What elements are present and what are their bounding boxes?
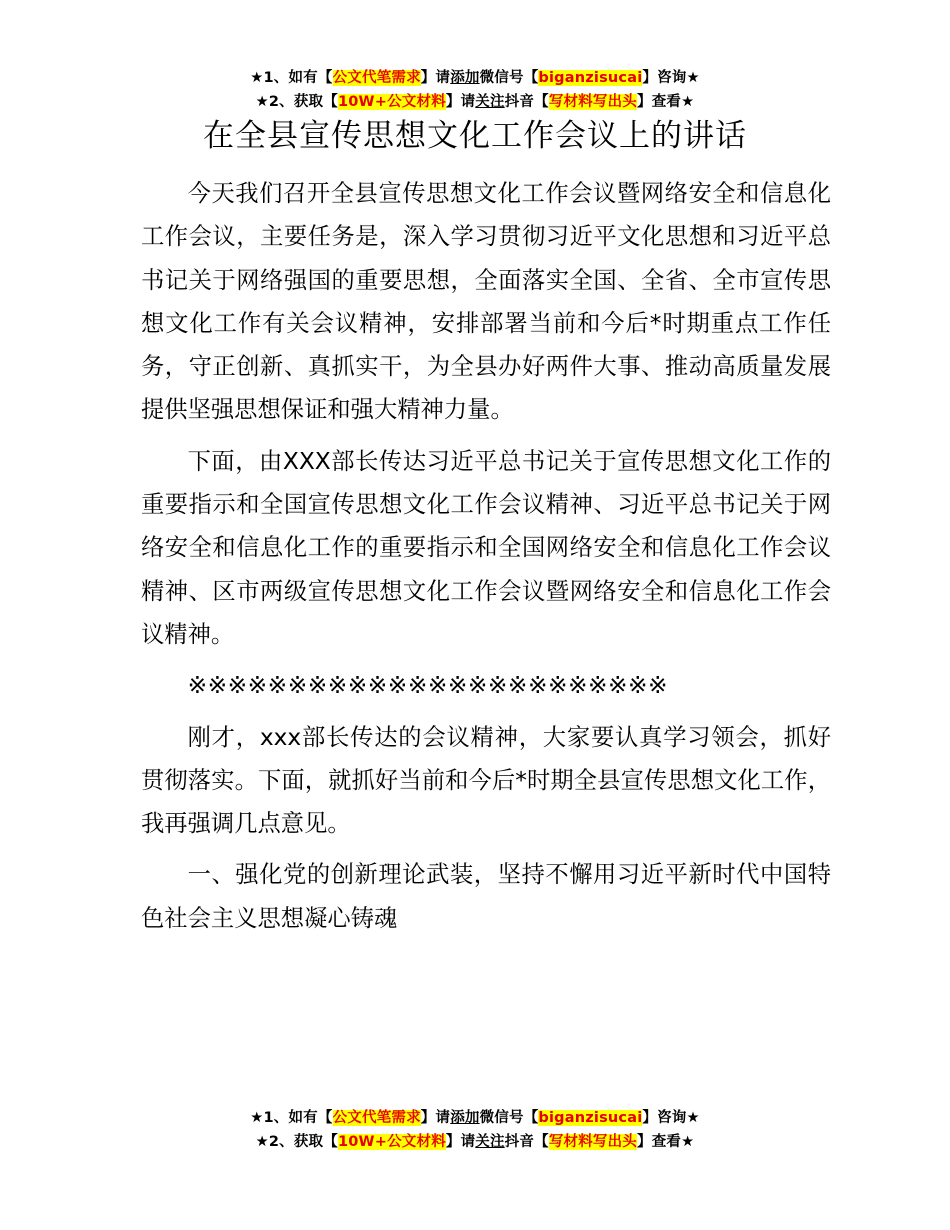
promo-text: 抖音【 (504, 94, 549, 110)
promo-underlined: 添加 (450, 70, 480, 86)
promo-text: 】请 (420, 70, 451, 86)
promo-text: ★1、如有【 (250, 1110, 333, 1126)
promo-highlight: 10W+公文材料 (337, 1134, 446, 1150)
wechat-id-highlight: biganzisucai (538, 70, 643, 86)
promo-text: 】请 (445, 94, 476, 110)
paragraph-relay: 下面，由XXX部长传达习近平总书记关于宣传思想文化工作的重要指示和全国宣传思想文化工作会议精神、习近平总书记关于网络安全和信息化工作的重要指示和全国网络安全和信息化工作会议精神、区市两级宣传思想文化工作会议暨网络安全和信息化工作会议精神。 (141, 447, 831, 648)
promo-highlight: 公文代笔需求 (332, 70, 421, 86)
promo-text: ★1、如有【 (250, 70, 333, 86)
document-body (141, 172, 831, 948)
promo-text: 微信号【 (479, 70, 539, 86)
promo-underlined: 添加 (450, 1110, 480, 1126)
promo-text: 】查看★ (637, 1134, 695, 1150)
section-separator: ※※※※※※※※※※※※※※※※※※※※※※※※ (187, 672, 669, 700)
footer-promo-banner (0, 1106, 950, 1154)
promo-line-1 (0, 66, 950, 90)
promo-line-2 (0, 90, 950, 114)
document-title: 在全县宣传思想文化工作会议上的讲话 (203, 118, 747, 154)
douyin-id-highlight: 写材料写出头 (548, 1134, 638, 1150)
promo-underlined: 关注 (475, 94, 505, 110)
promo-text: 】查看★ (637, 94, 695, 110)
wechat-id-highlight: biganzisucai (538, 1110, 643, 1126)
promo-text: 微信号【 (479, 1110, 539, 1126)
promo-text: 】咨询★ (642, 70, 700, 86)
promo-text: 抖音【 (504, 1134, 549, 1150)
promo-text: ★2、获取【 (255, 1134, 338, 1150)
paragraph-transition: 刚才，xxx部长传达的会议精神，大家要认真学习领会，抓好贯彻落实。下面，就抓好当前和今后*时期全县宣传思想文化工作，我再强调几点意见。 (141, 723, 831, 838)
promo-highlight: 10W+公文材料 (337, 94, 446, 110)
header-promo-banner (0, 66, 950, 114)
section-heading-1: 一、强化党的创新理论武装，坚持不懈用习近平新时代中国特色社会主义思想凝心铸魂 (141, 861, 831, 932)
promo-line-1 (0, 1106, 950, 1130)
promo-text: 】请 (445, 1134, 476, 1150)
promo-text: ★2、获取【 (255, 94, 338, 110)
promo-line-2 (0, 1130, 950, 1154)
promo-highlight: 公文代笔需求 (332, 1110, 421, 1126)
promo-text: 】咨询★ (642, 1110, 700, 1126)
douyin-id-highlight: 写材料写出头 (548, 94, 638, 110)
promo-text: 】请 (420, 1110, 451, 1126)
paragraph-opening: 今天我们召开全县宣传思想文化工作会议暨网络安全和信息化工作会议，主要任务是，深入学习贯彻习近平文化思想和习近平总书记关于网络强国的重要思想，全面落实全国、全省、全市宣传思想文化工作有关会议精神，安排部署当前和今后*时期重点工作任务，守正创新、真抓实干，为全县办好两件大事、推动高质量发展提供坚强思想保证和强大精神力量。 (141, 180, 831, 424)
promo-underlined: 关注 (475, 1134, 505, 1150)
